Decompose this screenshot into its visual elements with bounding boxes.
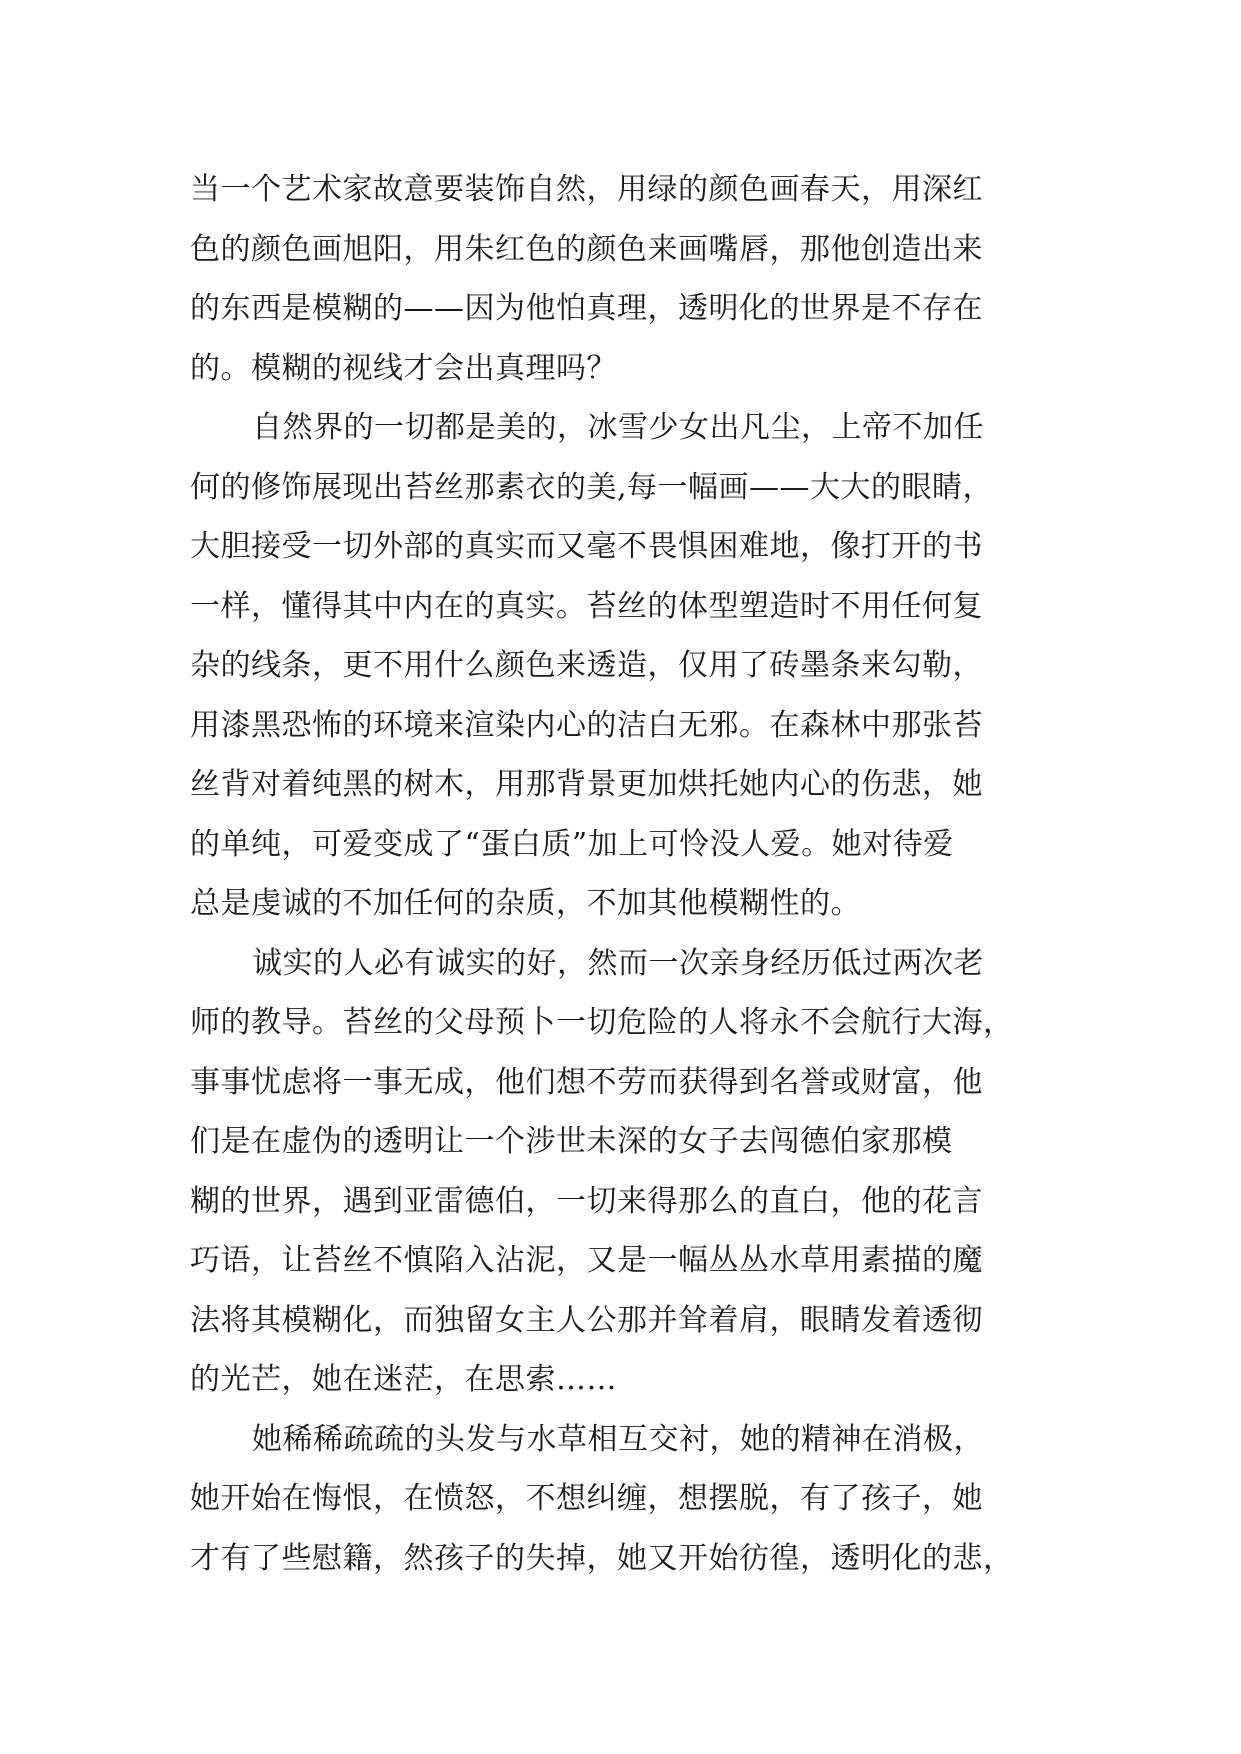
- paragraph-1-line-4: 的。模糊的视线才会出真理吗？: [190, 350, 617, 386]
- paragraph-2-line-2: 何的修饰展现出苔丝那素衣的美,每一幅画——大大的眼睛，: [190, 469, 994, 505]
- paragraph-1-line-3: 的东西是模糊的——因为他怕真理，透明化的世界是不存在: [190, 291, 983, 326]
- paragraph-3-line-7: 法将其模糊化，而独留女主人公那并耸着肩，眼睛发着透彻: [190, 1302, 983, 1338]
- paragraph-3-line-3: 事事忧虑将一事无成，他们想不劳而获得到名誉或财富，他: [190, 1064, 983, 1100]
- paragraph-2-line-7: 丝背对着纯黑的树木，用那背景更加烘托她内心的伤悲，她: [190, 767, 983, 802]
- paragraph-2-line-8: 的单纯，可爱变成了“蛋白质”加上可怜没人爱。她对待爱: [190, 826, 954, 862]
- paragraph-2-line-9: 总是虔诚的不加任何的杂质，不加其他模糊性的。: [190, 886, 861, 921]
- paragraph-1-line-1: 当一个艺术家故意要装饰自然，用绿的颜色画春天，用深红: [190, 172, 983, 207]
- paragraph-4-line-3: 才有了些慰籍，然孩子的失掉，她又开始彷徨，透明化的悲，: [190, 1540, 1014, 1576]
- paragraph-2-line-3: 大胆接受一切外部的真实而又毫不畏惧困难地，像打开的书: [190, 529, 983, 564]
- paragraph-2-line-4: 一样，懂得其中内在的真实。苔丝的体型塑造时不用任何复: [190, 588, 983, 624]
- paragraph-4-line-2: 她开始在悔恨，在愤怒，不想纠缠，想摆脱，有了孩子，她: [190, 1481, 983, 1516]
- paragraph-3-line-2: 师的教导。苔丝的父母预卜一切危险的人将永不会航行大海，: [190, 1005, 1014, 1040]
- paragraph-4-line-1: 她稀稀疏疏的头发与水草相互交衬，她的精神在消极，: [252, 1421, 984, 1457]
- body-text: [190, 160, 1070, 1588]
- paragraph-3-line-6: 巧语，让苔丝不慎陷入沾泥，又是一幅丛丛水草用素描的魔: [190, 1243, 983, 1278]
- paragraph-3-line-4: 们是在虚伪的透明让一个涉世未深的女子去闯德伯家那模: [190, 1124, 953, 1159]
- paragraph-3-line-8: 的光芒，她在迷茫，在思索……: [190, 1362, 617, 1397]
- paragraph-3-line-1: 诚实的人必有诚实的好，然而一次亲身经历低过两次老: [252, 945, 984, 981]
- paragraph-1-line-2: 色的颜色画旭阳，用朱红色的颜色来画嘴唇，那他创造出来: [190, 231, 983, 267]
- paragraph-2-line-6: 用漆黑恐怖的环境来渲染内心的洁白无邪。在森林中那张苔: [190, 707, 983, 743]
- paragraph-2-line-5: 杂的线条，更不用什么颜色来透造，仅用了砖墨条来勾勒，: [190, 648, 983, 683]
- paragraph-3-line-5: 糊的世界，遇到亚雷德伯，一切来得那么的直白，他的花言: [190, 1183, 983, 1219]
- paragraph-2-line-1: 自然界的一切都是美的，冰雪少女出凡尘，上帝不加任: [252, 410, 984, 445]
